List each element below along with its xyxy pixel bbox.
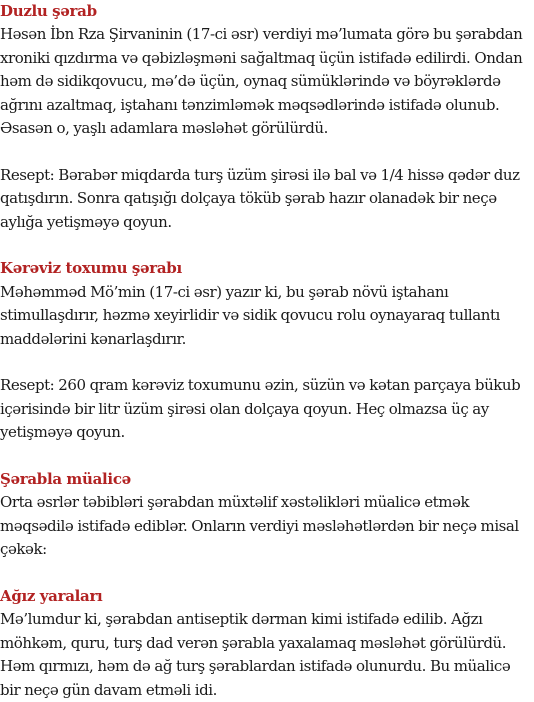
paragraph-kereviz-description: Məhəmməd Mö’min (17-ci əsr) yazır ki, bu şərab növü iştahanı stimullaşdırır, həzmə xeyirlidir və sidik qovucu rolu oynayaraq tullantı maddələrini kənarlaşdırır. [0, 282, 500, 348]
paragraph-agiz-yaralari: Mə’lumdur ki, şərabdan antiseptik dərman kimi istifadə edilib. Ağzı möhkəm, quru, turş dad verən şərabla yaxalamaq məsləhət görülürdü. Həm qırmızı, həm də ağ turş şərablardan istifadə olunurdu. Bu müalicə bir neçə gün davam etməli idi. [0, 610, 511, 699]
paragraph-kereviz-recipe: Resept: 260 qram kərəviz toxumunu əzin, süzün və kətan parçaya bükub içərisində bir litr üzüm şirəsi olan dolçaya qoyun. Heç olmazsa üç ay yetişməyə qoyun. [0, 376, 521, 442]
paragraph-gap [0, 351, 534, 374]
paragraph-duzlu-serab-recipe: Resept: Bərabər miqdarda turş üzüm şirəsi ilə bal və 1/4 hissə qədər duz qatışdırın. Sonra qatışığı dolçaya töküb şərab hazır olanadək bir neçə aylığa yetişməyə qoyun. [0, 165, 520, 231]
paragraph-serabla-mualice: Orta əsrlər təbibləri şərabdan müxtəlif xəstəlikləri müalicə etmək məqsədilə istifadə ediblər. Onların verdiyi məsləhətlərdən bir neçə misal çəkək: [0, 493, 519, 559]
section-gap [0, 562, 534, 585]
section-title-agiz-yaralari: Ağız yaraları [0, 587, 103, 606]
section-gap [0, 445, 534, 468]
section-title-kereviz: Kərəviz toxumu şərabı [0, 259, 182, 278]
paragraph-duzlu-serab-description: Həsən İbn Rza Şirvaninin (17-ci əsr) verdiyi mə’lumata görə bu şərabdan xroniki qızdırma və qəbizləşməni sağaltmaq üçün istifadə edilirdi. Ondan həm də sidikqovucu, mə’də üçün, oynaq sümüklərində və böyrəklərdə ağrını azaltmaq, iştahanı tənzimləmək məqsədlərində istifadə olunub. Əsasən o, yaşlı adamlara məsləhət görülürdü. [0, 25, 523, 138]
section-gap [0, 234, 534, 257]
section-title-serabla-mualice: Şərabla müalicə [0, 470, 131, 489]
paragraph-gap [0, 140, 534, 163]
section-title-duzlu-serab: Duzlu şərab [0, 2, 97, 20]
